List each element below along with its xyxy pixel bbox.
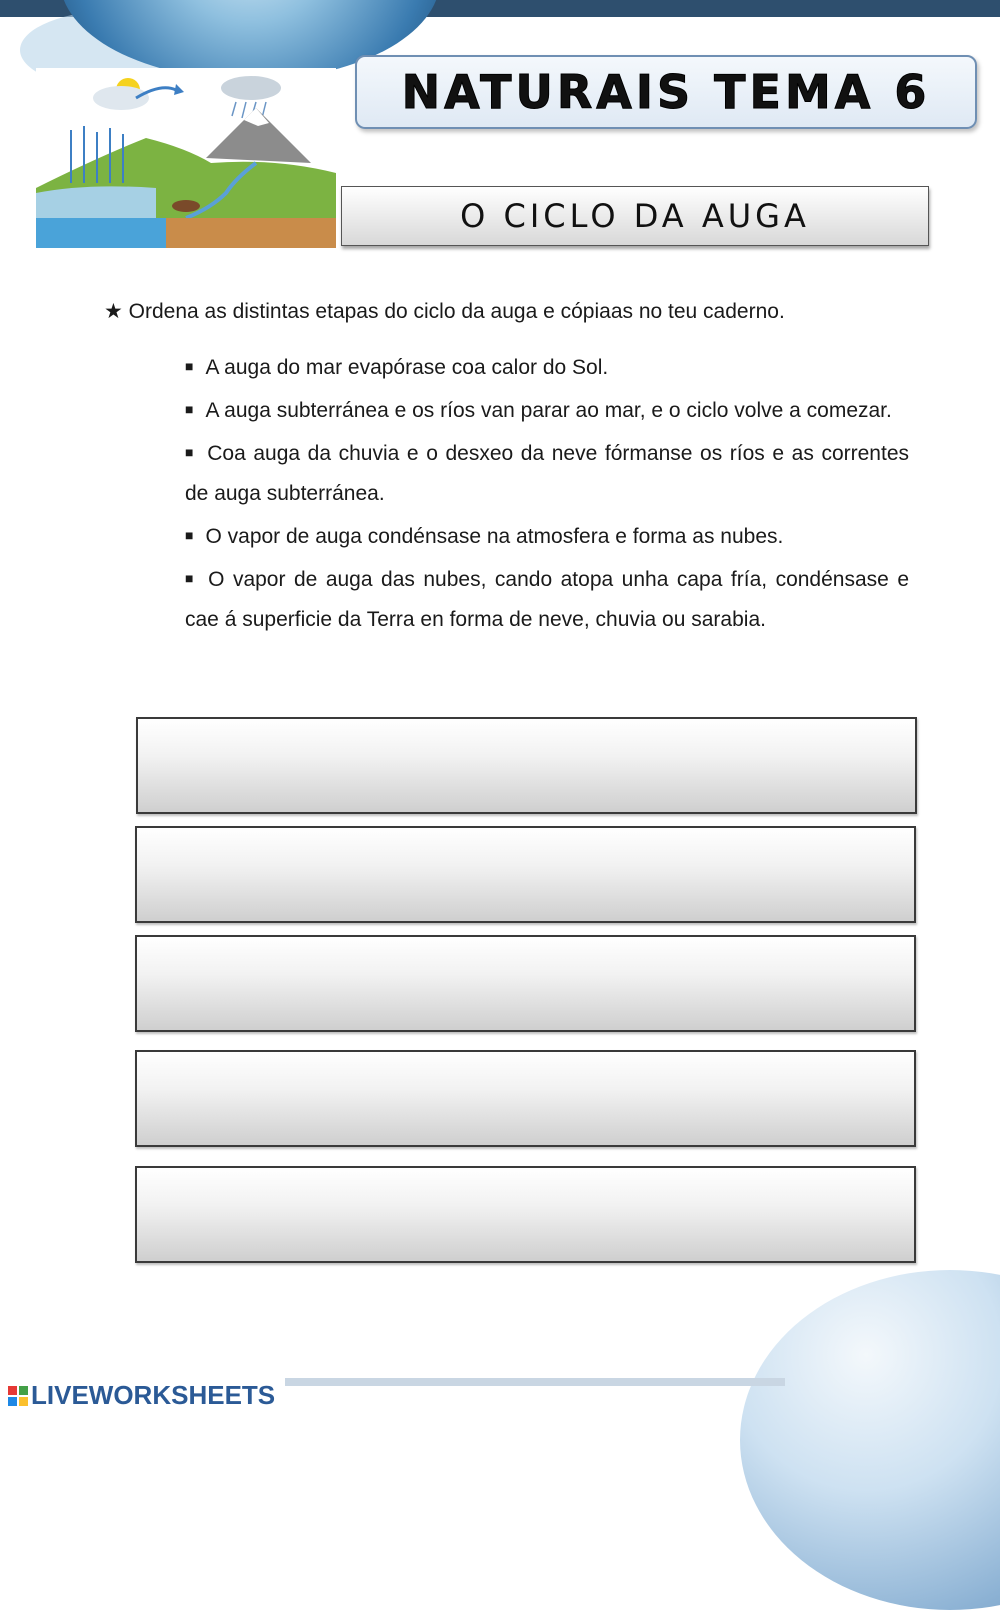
page-subtitle: O CICLO DA AUGA: [460, 197, 810, 235]
page-title: NATURAIS TEMA 6: [401, 65, 931, 119]
bullet-icon: ■: [185, 527, 194, 543]
liveworksheets-logo-icon: [8, 1386, 28, 1406]
water-cycle-illustration: [36, 68, 336, 248]
answer-box-3[interactable]: [135, 935, 916, 1032]
answer-box-1[interactable]: [136, 717, 917, 814]
liveworksheets-logo: [8, 1380, 275, 1411]
instruction-text: Ordena as distintas etapas do ciclo da auga e cópiaas no teu caderno.: [128, 300, 785, 323]
list-item: [185, 558, 909, 640]
bottom-decor-globe: [740, 1270, 1000, 1610]
subtitle-banner: [341, 186, 929, 246]
step-text: A auga subterránea e os ríos van parar ao mar, e o ciclo volve a comezar.: [205, 399, 892, 422]
step-text: A auga do mar evapórase coa calor do Sol.: [205, 356, 609, 379]
bullet-icon: ■: [185, 358, 194, 374]
answer-box-5[interactable]: [135, 1166, 916, 1263]
step-text: Coa auga da chuvia e o desxeo da neve fórmanse os ríos e as correntes de auga subterránea.: [185, 442, 909, 505]
list-item: [185, 389, 909, 431]
answer-box-2[interactable]: [135, 826, 916, 923]
step-text: O vapor de auga das nubes, cando atopa unha capa fría, condénsase e cae á superficie da Terra en forma de neve, chuvia ou sarabia.: [185, 568, 909, 631]
brand-name: LIVEWORKSHEETS: [31, 1380, 276, 1410]
title-banner: [355, 55, 977, 129]
list-item: [185, 432, 909, 514]
list-item: [185, 515, 909, 557]
step-text: O vapor de auga condénsase na atmosfera e forma as nubes.: [205, 525, 784, 548]
bullet-icon: ■: [185, 570, 197, 586]
list-item: [185, 346, 909, 388]
answer-box-4[interactable]: [135, 1050, 916, 1147]
footer-decor-bar: [285, 1378, 785, 1386]
bullet-icon: ■: [185, 444, 196, 460]
instruction: [104, 298, 924, 326]
steps-list: [185, 346, 909, 641]
star-icon: ★: [104, 300, 123, 323]
bullet-icon: ■: [185, 401, 194, 417]
